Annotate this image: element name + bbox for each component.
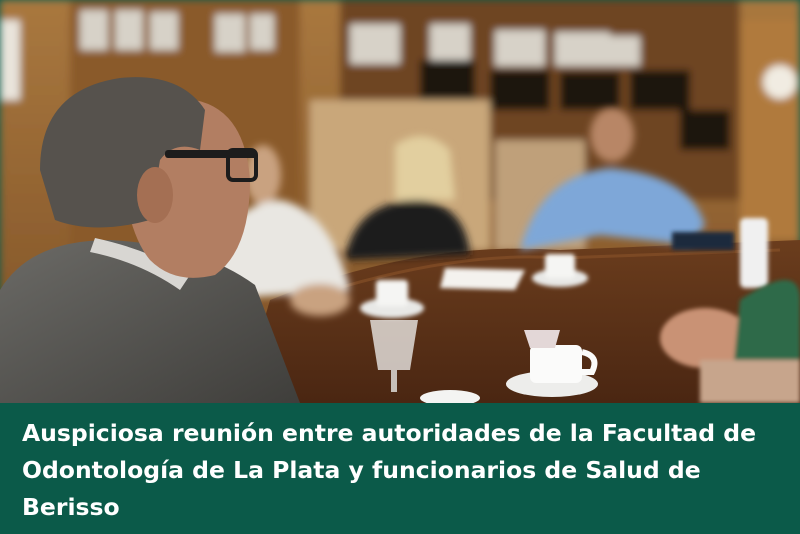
headline-banner[interactable] [0, 403, 800, 534]
article-headline[interactable]: Auspiciosa reunión entre autoridades de la Facultad de Odontología de La Plata y funcionarios de Salud de Berisso [22, 419, 757, 521]
